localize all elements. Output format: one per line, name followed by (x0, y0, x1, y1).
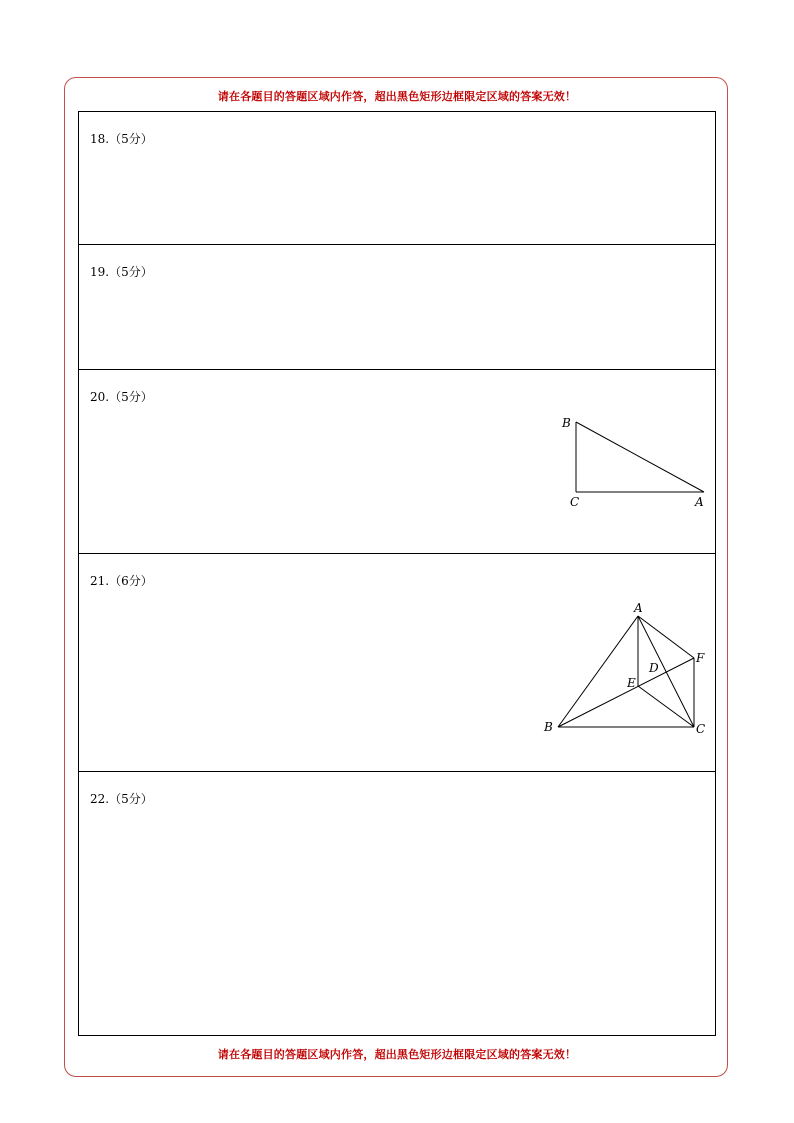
segment-ec (638, 686, 694, 727)
question-19-box[interactable] (79, 245, 715, 370)
question-21-box[interactable] (79, 554, 715, 772)
point-f-label: F (696, 651, 705, 665)
segment-af (638, 616, 694, 658)
point-b-label: B (562, 416, 571, 430)
question-18-box[interactable] (79, 112, 715, 245)
answer-area (78, 111, 716, 1036)
point-e-label: E (627, 676, 636, 690)
segment-bf (558, 658, 694, 727)
segment-ac (638, 616, 694, 727)
warning-footer: 请在各题目的答题区域内作答，超出黑色矩形边框限定区域的答案无效！ (217, 1048, 577, 1061)
segment-ba (576, 422, 704, 492)
question-19-label: 19.（5分） (90, 265, 153, 279)
segment-ab (558, 616, 638, 727)
question-20-label: 20.（5分） (90, 390, 153, 404)
point-d-label: D (649, 661, 659, 675)
right-triangle-figure (549, 406, 709, 516)
point-c-label: C (570, 495, 580, 509)
question-21-label: 21.（6分） (90, 574, 153, 588)
warning-header: 请在各题目的答题区域内作答，超出黑色矩形边框限定区域的答案无效！ (217, 90, 577, 103)
question-18-label: 18.（5分） (90, 132, 153, 146)
point-b-label: B (544, 720, 553, 734)
question-22-box[interactable] (79, 772, 715, 1035)
pyramid-figure (534, 598, 714, 748)
point-a-label: A (695, 495, 704, 509)
question-20-box[interactable] (79, 370, 715, 554)
point-c-label: C (696, 722, 706, 736)
question-22-label: 22.（5分） (90, 792, 153, 806)
point-a-label: A (634, 601, 643, 615)
